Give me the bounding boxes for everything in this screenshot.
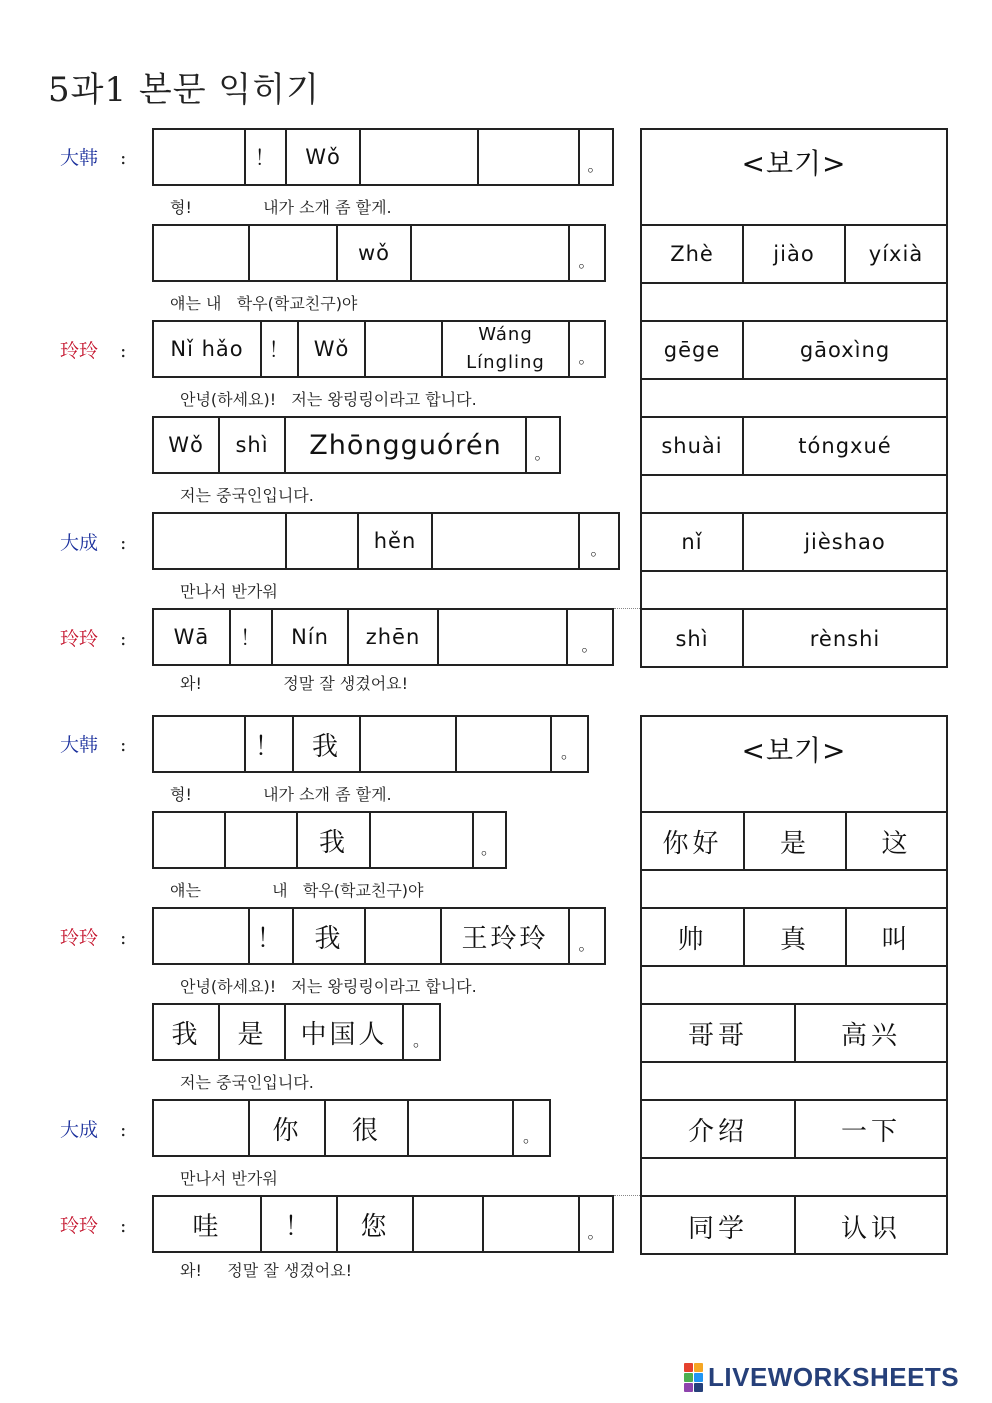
answer-slot[interactable] [414, 1197, 484, 1251]
word-tile[interactable]: 帅 [642, 909, 745, 965]
answer-slot[interactable] [361, 130, 479, 184]
answer-slot[interactable] [371, 813, 474, 867]
sentence-row [152, 224, 606, 282]
translation-text: 안녕(하세요)! 저는 왕링링이라고 합니다. [180, 390, 477, 409]
sentence-cell: hěn [359, 514, 433, 568]
answer-slot[interactable] [154, 1101, 250, 1155]
logo-square [694, 1373, 703, 1382]
sentence-row [152, 715, 589, 773]
answer-slot[interactable] [433, 514, 580, 568]
period-cell: 。 [480, 838, 498, 858]
word-bank-gap [642, 1063, 946, 1101]
sentence-cell: Zhōngguórén [286, 418, 527, 472]
word-bank-gap [642, 476, 946, 514]
word-bank-gap [642, 380, 946, 418]
sentence-row [152, 416, 561, 474]
word-bank-row [642, 610, 946, 668]
translation-text: 형! 내가 소개 좀 할게. [170, 198, 392, 217]
word-tile[interactable]: rènshi [809, 627, 881, 651]
answer-slot[interactable] [439, 610, 568, 664]
sentence-cell: ！ [246, 130, 287, 184]
word-bank-gap [642, 572, 946, 610]
period-cell: 。 [578, 251, 596, 271]
sentence-row [152, 512, 620, 570]
answer-slot[interactable] [287, 514, 359, 568]
sentence-cell: 您 [338, 1197, 414, 1251]
word-tile[interactable]: 同学 [642, 1197, 796, 1255]
answer-slot[interactable] [154, 909, 250, 963]
word-bank-row [642, 226, 946, 284]
word-tile[interactable]: 这 [881, 828, 912, 859]
sentence-cell: shì [220, 418, 286, 472]
answer-slot[interactable] [412, 226, 570, 280]
translation-text: 저는 중국인입니다. [180, 1073, 314, 1092]
logo-square [684, 1383, 693, 1392]
period-cell: 。 [587, 155, 605, 175]
answer-slot[interactable] [154, 813, 226, 867]
sentence-row [152, 907, 606, 965]
logo-text: LIVEWORKSHEETS [708, 1361, 960, 1392]
sentence-cell: 很 [326, 1101, 409, 1155]
sentence-cell: Wā [154, 610, 231, 664]
answer-slot[interactable] [484, 1197, 580, 1251]
answer-slot[interactable] [361, 717, 457, 771]
period-cell: 。 [578, 934, 596, 954]
word-bank [640, 128, 948, 668]
word-tile[interactable]: jièshao [804, 530, 886, 554]
speaker-label: 大成 : [60, 1119, 127, 1141]
sentence-cell: 我 [294, 909, 366, 963]
sentence-cell: 我 [298, 813, 371, 867]
answer-slot[interactable] [154, 717, 246, 771]
sentence-cell: ！ [262, 1197, 338, 1251]
sentence-row [152, 1195, 614, 1253]
answer-slot[interactable] [154, 514, 287, 568]
word-tile[interactable]: 是 [745, 813, 847, 869]
word-bank-row [642, 1005, 946, 1063]
logo-square [694, 1363, 703, 1372]
word-tile[interactable]: gēge [642, 322, 744, 378]
sentence-cell: ！ [231, 610, 273, 664]
word-tile[interactable]: gāoxìng [799, 338, 891, 362]
sentence-cell: ！ [262, 322, 299, 376]
translation-text: 와! 정말 잘 생겼어요! [180, 674, 409, 693]
period-cell: 。 [578, 347, 596, 367]
speaker-label: 大成 : [60, 532, 127, 554]
speaker-label: 大韩 : [60, 734, 127, 756]
dotted-divider [614, 608, 642, 609]
translation-text: 저는 중국인입니다. [180, 486, 314, 505]
speaker-label: 玲玲 : [60, 628, 127, 650]
sentence-row [152, 320, 606, 378]
word-bank-row [642, 1101, 946, 1159]
speaker-label: 玲玲 : [60, 340, 127, 362]
word-bank-gap [642, 284, 946, 322]
logo-mark-icon [684, 1363, 703, 1392]
word-tile[interactable]: shì [642, 610, 744, 668]
sentence-cell: 我 [294, 717, 361, 771]
period-cell: 。 [560, 742, 578, 762]
sentence-cell: Nín [273, 610, 349, 664]
word-bank-gap [642, 1159, 946, 1197]
sentence-row [152, 811, 507, 869]
word-tile[interactable]: yíxià [868, 242, 924, 266]
answer-slot[interactable] [250, 226, 338, 280]
translation-text: 만나서 반가워 [180, 1169, 278, 1188]
speaker-label: 大韩 : [60, 147, 127, 169]
sentence-cell: 哇 [154, 1197, 262, 1251]
sentence-cell: 我 [154, 1005, 220, 1059]
sentence-cell: wǒ [338, 226, 412, 280]
sentence-row [152, 1003, 441, 1061]
period-cell: 。 [522, 1126, 540, 1146]
word-tile[interactable]: 认识 [840, 1213, 901, 1244]
word-bank-gap [642, 967, 946, 1005]
sentence-cell: 王玲玲 [442, 909, 570, 963]
sentence-cell: 你 [250, 1101, 326, 1155]
word-tile[interactable]: Zhè [642, 226, 744, 282]
sentence-cell: Nǐ hǎo [154, 322, 262, 376]
logo-square [694, 1383, 703, 1392]
period-cell: 。 [534, 443, 552, 463]
answer-slot[interactable] [154, 226, 250, 280]
word-bank-title: <보기> [642, 130, 946, 226]
sentence-cell: Wǒ [154, 418, 220, 472]
period-cell: 。 [590, 539, 608, 559]
word-tile[interactable]: 真 [745, 909, 847, 965]
dotted-divider [614, 1195, 642, 1196]
word-bank-row [642, 813, 946, 871]
answer-slot[interactable] [479, 130, 580, 184]
speaker-label: 玲玲 : [60, 1215, 127, 1237]
answer-slot[interactable] [154, 130, 246, 184]
answer-slot[interactable] [409, 1101, 514, 1155]
sentence-cell: ！ [246, 717, 294, 771]
word-tile[interactable]: 你好 [642, 813, 745, 869]
translation-text: 형! 내가 소개 좀 할게. [170, 785, 392, 804]
word-tile[interactable]: tóngxué [798, 434, 892, 458]
word-bank-row [642, 322, 946, 380]
word-tile[interactable]: jiào [744, 226, 846, 282]
period-cell: 。 [587, 1222, 605, 1242]
translation-text: 얘는 내 학우(학교친구)야 [170, 294, 358, 313]
answer-slot[interactable] [457, 717, 552, 771]
translation-text: 안녕(하세요)! 저는 왕링링이라고 합니다. [180, 977, 477, 996]
word-tile[interactable]: nǐ [642, 514, 744, 570]
word-bank-title: <보기> [642, 717, 946, 813]
period-cell: 。 [581, 635, 599, 655]
period-cell: 。 [412, 1030, 430, 1050]
word-bank [640, 715, 948, 1255]
word-tile[interactable]: 一下 [840, 1116, 901, 1147]
word-tile[interactable]: 叫 [881, 924, 912, 955]
translation-text: 만나서 반가워 [180, 582, 278, 601]
sentence-cell: zhēn [349, 610, 439, 664]
word-tile[interactable]: 介绍 [642, 1101, 796, 1157]
word-bank-gap [642, 871, 946, 909]
sentence-cell: Wǒ [287, 130, 361, 184]
sentence-row [152, 128, 614, 186]
answer-slot[interactable] [226, 813, 298, 867]
sentence-cell: 是 [220, 1005, 286, 1059]
sentence-cell: Wáng Língling [443, 322, 570, 376]
translation-text: 와! 정말 잘 생겼어요! [180, 1261, 353, 1280]
sentence-cell: 中国人 [286, 1005, 404, 1059]
logo-square [684, 1363, 693, 1372]
word-tile[interactable]: 哥哥 [642, 1005, 796, 1061]
word-bank-row [642, 514, 946, 572]
word-tile[interactable]: 高兴 [840, 1020, 901, 1051]
logo-square [684, 1373, 693, 1382]
translation-text: 얘는 내 학우(학교친구)야 [170, 881, 424, 900]
answer-slot[interactable] [366, 909, 442, 963]
sentence-cell: Wǒ [299, 322, 366, 376]
word-bank-row [642, 1197, 946, 1255]
sentence-row [152, 1099, 551, 1157]
word-bank-row [642, 418, 946, 476]
liveworksheets-logo [684, 1362, 959, 1392]
answer-slot[interactable] [366, 322, 443, 376]
word-tile[interactable]: shuài [642, 418, 744, 474]
page-title: 5과1 본문 익히기 [48, 70, 320, 110]
speaker-label: 玲玲 : [60, 927, 127, 949]
sentence-cell: ！ [250, 909, 294, 963]
sentence-row [152, 608, 614, 666]
word-bank-row [642, 909, 946, 967]
